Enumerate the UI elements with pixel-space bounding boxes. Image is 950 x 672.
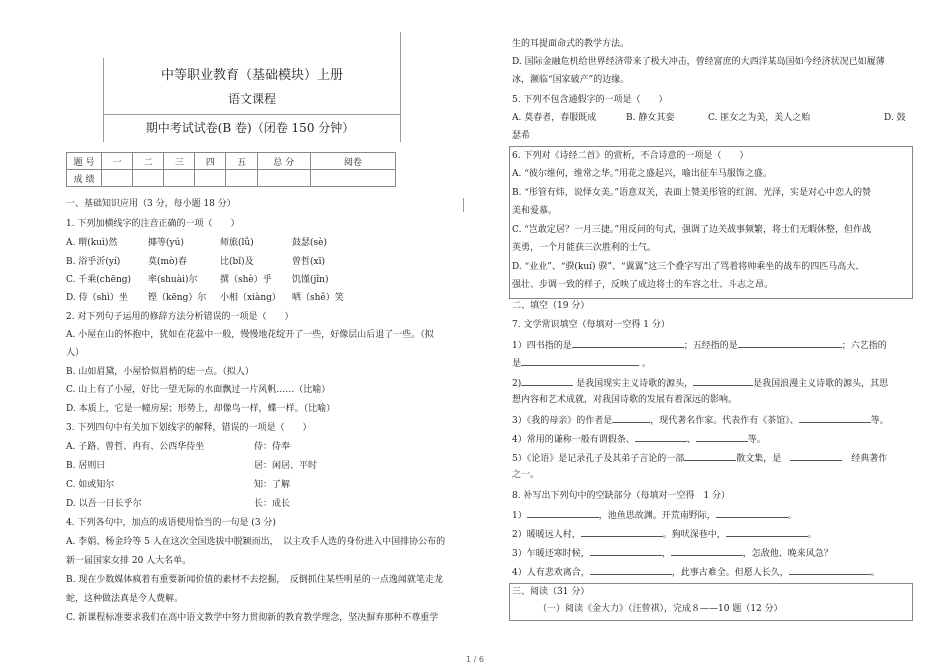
q6-option-b-cont: 美和爱慕。 <box>512 206 558 216</box>
option-text: 揶等(yú) <box>148 238 184 248</box>
q2-option-a: A. 小屋在山的怀抱中，犹如在花蕊中一般，慢慢地花绽开了一些，好像层山后退了一些。（拟 <box>66 330 434 340</box>
score-cell: 成 绩 <box>67 170 102 187</box>
score-cell: 题 号 <box>67 153 102 170</box>
fill-text: 散文集，是 <box>736 454 782 464</box>
reading-1-title: （一）阅读《金大力》（汪曾祺），完成８——10 题（12 分） <box>538 604 783 614</box>
fill-text: 2) <box>512 379 522 389</box>
blank-romanticism-source[interactable] <box>693 376 753 386</box>
score-table <box>66 152 396 187</box>
score-cell: 二 <box>133 153 164 170</box>
fill-2 <box>512 376 888 390</box>
q4-option-b: B. 现在少数媒体疯着有重要新闻价值的素材不去挖掘， 反倒抓住某些明星的一点逸闻就笔走龙 <box>66 575 443 585</box>
q4-option-c: C. 新课程标准要求我们在高中语文教学中努力贯彻新的教育教学理念，坚决摒弃那种不尊重学 <box>66 613 439 623</box>
blank-six-arts[interactable] <box>521 356 639 366</box>
fill-text: 1）四书指的是 <box>512 341 572 351</box>
blank-humble-term-1[interactable] <box>635 432 687 442</box>
question-2: 2. 对下列句子运用的修辞方法分析错误的一项是（ ） <box>66 312 294 322</box>
fill-text: 等。 <box>870 416 889 426</box>
option-text: C. 匪女之为美，美人之贻 <box>708 113 811 123</box>
fill-text: ， <box>661 549 671 559</box>
blank-poem-2a[interactable] <box>581 527 663 537</box>
option-text: 侍：侍奉 <box>254 442 291 452</box>
fill-2-cont: 想内容和艺术成就，对我国诗歌的发展有着深远的影响。 <box>512 395 738 405</box>
q6-option-c-cont: 英勇，一个月能获三次胜利的士气。 <box>512 243 657 253</box>
q4-option-a-cont: 新一届国家女排 20 人大名单。 <box>66 556 192 566</box>
fill-text: 。 <box>807 530 817 540</box>
q6-option-d: D. “业业”、“骙(kuí) 骙”、“翼翼”这三个叠字写出了骂着将帅乘坐的战车的四匹马高大、 <box>512 262 865 272</box>
score-input-cell[interactable] <box>164 170 195 187</box>
q6-option-c: C. “岂敢定居？一月三捷。”用反问的句式，强调了边关战事频繁，将士们无暇休整，但作战 <box>512 225 871 235</box>
option-text: B. 静女其娈 <box>626 113 675 123</box>
fill-text: ，怎敌他、晚来风急？ <box>742 549 833 559</box>
score-cell: 阅卷 <box>310 153 395 170</box>
option-text: 哂（shě）笑 <box>292 293 344 303</box>
header-divider <box>103 114 400 115</box>
option-text: 居：闲居、平时 <box>254 461 318 471</box>
fill-text: 1） <box>512 511 527 521</box>
blank-five-classics[interactable] <box>738 338 842 348</box>
fill-3 <box>512 413 889 427</box>
score-input-cell[interactable] <box>133 170 164 187</box>
blank-realism-source[interactable] <box>521 376 573 386</box>
question-1: 1. 下列加横线字的注音正确的一项（ ） <box>66 219 240 229</box>
exam-subtitle: 期中考试试卷(B 卷)（闭卷 150 分钟） <box>145 121 355 135</box>
score-table-header-row <box>67 153 396 170</box>
blank-poem-3a[interactable] <box>590 546 662 556</box>
fill-text: ，此事古难全。但愿人长久， <box>671 568 789 578</box>
score-input-cell[interactable] <box>102 170 133 187</box>
blank-poem-4b[interactable] <box>789 565 871 575</box>
blank-prose-type[interactable] <box>684 451 736 461</box>
score-input-cell[interactable] <box>195 170 226 187</box>
section-3-heading: 三、阅读（31 分） <box>512 587 590 597</box>
fill-text: 。 <box>641 359 651 369</box>
option-text: A. 子路、曾哲、冉有、公西华侍坐 <box>66 442 205 452</box>
option-text: 长：成长 <box>254 499 291 509</box>
fill-text: 3）《我的母亲》的作者是 <box>512 416 613 426</box>
score-cell: 四 <box>195 153 226 170</box>
section-1-heading: 一、基础知识应用（3 分，每小题 18 分） <box>66 199 236 209</box>
q4-option-d: D. 国际金融危机给世界经济带来了极大冲击，曾经富庶的大西洋某岛国如今经济状况已如履薄 <box>512 57 885 67</box>
fill-4 <box>512 432 766 446</box>
fill-text: 5）《论语》是记录孔子及其弟子言论的一部 <box>512 454 685 464</box>
question-7: 7. 文学常识填空（每填对一空得 1 分） <box>512 320 670 330</box>
option-text: 撰（shè）乎 <box>220 275 272 285</box>
fill-text: ，池鱼思故渊。开荒南野际， <box>598 511 716 521</box>
q6-option-b: B. “彤管有炜，说怿女美。”语意双关，表面上赞美彤管的红润、光泽，实是对心中恋人的赞 <box>512 188 872 198</box>
fill-text: ，现代著名作家。代表作有《茶馆》、 <box>650 416 799 426</box>
q1-option-a <box>66 237 327 249</box>
option-text: 师旅(lǚ) <box>220 238 254 248</box>
blank-poem-2b[interactable] <box>726 527 808 537</box>
poem-4 <box>512 565 880 579</box>
fill-text: 经典著作 <box>851 454 888 464</box>
blank-poem-1b[interactable] <box>716 508 788 518</box>
q1-option-d <box>66 292 344 304</box>
q6-option-d-cont: 强壮、步调一致的样子，反映了成边将士的车容之壮、斗志之昂。 <box>512 280 774 290</box>
question-3: 3. 下列四句中有关加下划线字的解释，错误的一项是（ ） <box>66 423 312 433</box>
fill-text: 2）暖暖远人村， <box>512 530 581 540</box>
blank-poem-1a[interactable] <box>527 508 599 518</box>
option-text: 莫(mò)春 <box>148 257 187 267</box>
blank-poem-3b[interactable] <box>671 546 743 556</box>
score-cell: 一 <box>102 153 133 170</box>
q2-option-b: B. 山如眉黛，小屋恰似眉梢的痣一点。（拟人） <box>66 367 254 377</box>
section-2-heading: 二、填空（19 分） <box>512 301 590 311</box>
fill-text: 是我国现实主义诗歌的源头， <box>576 379 694 389</box>
option-text: 比(bǐ)及 <box>220 257 254 267</box>
option-text: B. 浴乎沂(yí) <box>66 257 121 267</box>
option-text: 鼓瑟(sè) <box>292 238 327 248</box>
fill-text: ；五经指的是 <box>683 341 738 351</box>
option-text: B. 居则曰 <box>66 461 106 471</box>
question-6: 6. 下列对《诗经二首》的赏析，不合诗意的一项是（ ） <box>512 151 749 161</box>
option-text: 小相（xiàng） <box>220 293 281 303</box>
exam-subject: 语文课程 <box>227 92 276 106</box>
fill-text: 。狗吠深巷中， <box>662 530 726 540</box>
q1-option-b <box>66 256 325 268</box>
q3-option-c <box>66 479 290 491</box>
blank-humble-term-2[interactable] <box>696 432 748 442</box>
option-text: D. 侍（shì）坐 <box>66 293 128 303</box>
score-cell: 三 <box>164 153 195 170</box>
fill-1 <box>512 338 887 352</box>
fill-text: 。 <box>787 511 797 521</box>
fill-text: 等。 <box>747 435 766 445</box>
blank-author[interactable] <box>612 413 650 423</box>
poem-1 <box>512 508 797 522</box>
fill-text: 3）乍暖还寒时候， <box>512 549 590 559</box>
blank-four-books[interactable] <box>572 338 684 348</box>
question-4: 4. 下列各句中，加点的成语使用恰当的一句是 (3 分) <box>66 518 276 528</box>
option-text: 知：了解 <box>254 480 291 490</box>
fill-5-cont: 之一。 <box>512 470 540 480</box>
fill-text: 4）人有悲欢离合， <box>512 568 590 578</box>
score-input-cell[interactable] <box>310 170 395 187</box>
score-input-cell[interactable] <box>226 170 257 187</box>
option-text: C. 千乘(chēng) <box>66 275 132 285</box>
option-text: 曾哲(xī) <box>292 257 325 267</box>
question-5: 5. 下列不包含通假字的一项是（ ） <box>512 95 668 105</box>
option-text: 率(shuài)尔 <box>148 275 198 285</box>
q5-option-d-cont: 瑟希 <box>512 131 531 141</box>
option-text: A. 莫春者，春服既成 <box>512 113 597 123</box>
fill-text: 、 <box>686 435 696 445</box>
fill-text: ；六艺指的 <box>841 341 887 351</box>
poem-3 <box>512 546 833 560</box>
q4-option-b-cont: 蛇，这种做法真是令人费解。 <box>66 594 184 604</box>
page-number: 1 / 6 <box>466 655 484 664</box>
fill-5 <box>512 451 887 465</box>
q2-option-c: C. 山上有了小屋，好比一望无际的水面飘过一片风帆……（比喻） <box>66 385 331 395</box>
score-cell: 五 <box>226 153 257 170</box>
fill-text: 是我国浪漫主义诗歌的源头，其思 <box>753 379 889 389</box>
exam-title-main: 中等职业教育（基础模块）上册 <box>160 68 343 83</box>
option-text: C. 如或知尔 <box>66 480 115 490</box>
blank-school[interactable] <box>790 451 842 461</box>
blank-works[interactable] <box>799 413 871 423</box>
fill-text: 。 <box>870 568 880 578</box>
q3-option-a <box>66 441 290 453</box>
q3-option-b <box>66 460 317 472</box>
fill-text: 是 <box>512 359 522 369</box>
fill-1-cont <box>512 356 651 370</box>
score-cell: 总 分 <box>257 153 310 170</box>
option-text: A. 喟(kuì)然 <box>66 238 118 248</box>
q2-option-a-cont: 人） <box>66 348 85 358</box>
blank-poem-4a[interactable] <box>590 565 672 575</box>
score-input-cell[interactable] <box>257 170 310 187</box>
q6-option-a: A. “彼尔维何，维常之华。”用花之盛起兴，喻出征车马服饰之盛。 <box>512 169 772 179</box>
column-separator <box>463 198 464 212</box>
option-text: 饥馑(jǐn) <box>292 275 329 285</box>
poem-2 <box>512 527 817 541</box>
q1-option-c <box>66 274 329 286</box>
q4-option-d-cont: 冰，濒临“国家破产”的边缘。 <box>512 75 630 85</box>
q4-option-c-cont: 生的耳提面命式的教学方法。 <box>512 39 630 49</box>
score-table-score-row <box>67 170 396 187</box>
question-8: 8. 补写出下列句中的空缺部分（每填对一空得 1 分） <box>512 491 731 501</box>
fill-text: 4）常用的谦称一般有谓假条、 <box>512 435 635 445</box>
q3-option-d <box>66 498 290 510</box>
q5-options <box>512 112 906 124</box>
option-text: D. 鼓 <box>884 113 906 123</box>
q2-option-d: D. 本质上，它是一幢房屋；形势上，却像鸟一样，蝶一样。（比喻） <box>66 404 336 414</box>
option-text: D. 以吾一日长乎尔 <box>66 499 142 509</box>
q4-option-a: A. 李娟、杨金玲等 5 人在这次全国选拔中脱颖而出， 以主攻手人选的身份进入中国排协公布的 <box>66 537 446 547</box>
option-text: 铿（kēng）尔 <box>148 293 207 303</box>
